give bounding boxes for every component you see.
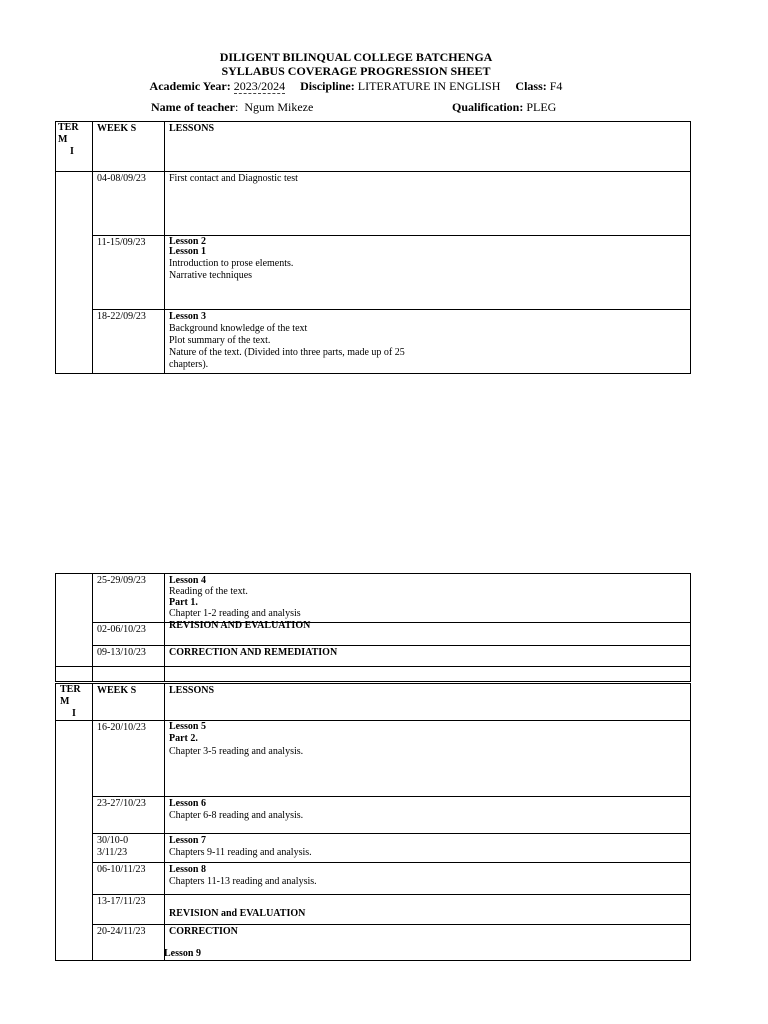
table-row: [56, 863, 691, 895]
table-row: [56, 721, 691, 797]
qualification-line: [452, 100, 556, 115]
week-header: WEEK S: [93, 684, 165, 721]
table-row: [56, 646, 691, 667]
academic-year-label: Academic Year:: [149, 79, 231, 93]
term-header: TER M I: [56, 684, 93, 721]
table-row: [56, 172, 691, 236]
table-row: [56, 797, 691, 834]
week-cell: 09-13/10/23: [93, 646, 165, 667]
lesson-9-note: Lesson 9: [164, 948, 201, 959]
document-header: [0, 50, 712, 93]
term-cell: [56, 721, 93, 961]
week-cell: 23-27/10/23: [93, 797, 165, 834]
lesson-cell: REVISION and EVALUATION: [165, 895, 691, 925]
lesson-cell: CORRECTION Lesson 9: [165, 925, 691, 961]
table-header-row: [56, 684, 691, 721]
week-cell: 13-17/11/23: [93, 895, 165, 925]
term-header: TER M I: [56, 122, 93, 172]
syllabus-table-1: [55, 121, 691, 374]
syllabus-table-3: [55, 683, 691, 961]
week-cell: 30/10-03/11/23: [93, 834, 165, 863]
discipline-value: LITERATURE IN ENGLISH: [357, 79, 501, 93]
week-cell: 18-22/09/23: [93, 310, 165, 374]
table-row: [56, 925, 691, 961]
week-cell: 02-06/10/23: [93, 623, 165, 646]
week-cell: 16-20/10/23: [93, 721, 165, 797]
qualification-label: Qualification:: [452, 100, 524, 114]
meta-line: [0, 79, 712, 93]
table-row: [56, 623, 691, 646]
syllabus-table-2: [55, 573, 691, 682]
class-label: Class:: [515, 79, 547, 93]
table-row: [56, 310, 691, 374]
lesson-cell: Lesson 6 Chapter 6-8 reading and analysis.: [165, 797, 691, 834]
table-row: [56, 236, 691, 310]
table-row-spacer: [56, 667, 691, 682]
lessons-header: LESSONS: [165, 684, 691, 721]
week-header: WEEK S: [93, 122, 165, 172]
lesson-cell: Lesson 3 Background knowledge of the text Plot summary of the text. Nature of the text. (Divided into three parts, made up of 25 chapters).: [165, 310, 691, 374]
lesson-cell: Lesson 7 Chapters 9-11 reading and analysis.: [165, 834, 691, 863]
table-row: [56, 895, 691, 925]
qualification-value: PLEG: [526, 100, 557, 114]
table-row: [56, 834, 691, 863]
lesson-cell: Lesson 4 Reading of the text. Part 1. Chapter 1-2 reading and analysis: [165, 574, 691, 623]
table-row: [56, 574, 691, 623]
lesson-cell: Lesson 8 Chapters 11-13 reading and analysis.: [165, 863, 691, 895]
academic-year-value: 2023/2024: [233, 79, 286, 93]
week-cell: 06-10/11/23: [93, 863, 165, 895]
school-name: DILIGENT BILINQUAL COLLEGE BATCHENGA: [219, 50, 493, 64]
week-cell: 11-15/09/23: [93, 236, 165, 310]
teacher-line: Name of teacher: Ngum Mikeze: [151, 100, 314, 114]
lesson-cell: Lesson 5 Part 2. Chapter 3-5 reading and analysis.: [165, 721, 691, 797]
week-cell: 25-29/09/23: [93, 574, 165, 623]
sheet-title: SYLLABUS COVERAGE PROGRESSION SHEET: [221, 64, 491, 78]
discipline-label: Discipline:: [300, 79, 355, 93]
class-value: F4: [549, 79, 563, 93]
lesson-cell: CORRECTION AND REMEDIATION: [165, 646, 691, 667]
week-cell: 04-08/09/23: [93, 172, 165, 236]
teacher-value: Ngum Mikeze: [244, 100, 314, 114]
lessons-header: LESSONS: [165, 122, 691, 172]
term-cell: [56, 172, 93, 374]
week-cell: 20-24/11/23: [93, 925, 165, 961]
teacher-label: Name of teacher: [151, 100, 235, 114]
term-cell: [56, 574, 93, 667]
table-header-row: [56, 122, 691, 172]
lesson-cell: Lesson 2 Lesson 1 Introduction to prose elements. Narrative techniques: [165, 236, 691, 310]
lesson-cell: First contact and Diagnostic test: [165, 172, 691, 236]
lesson-cell: REVISION AND EVALUATION: [165, 623, 691, 646]
